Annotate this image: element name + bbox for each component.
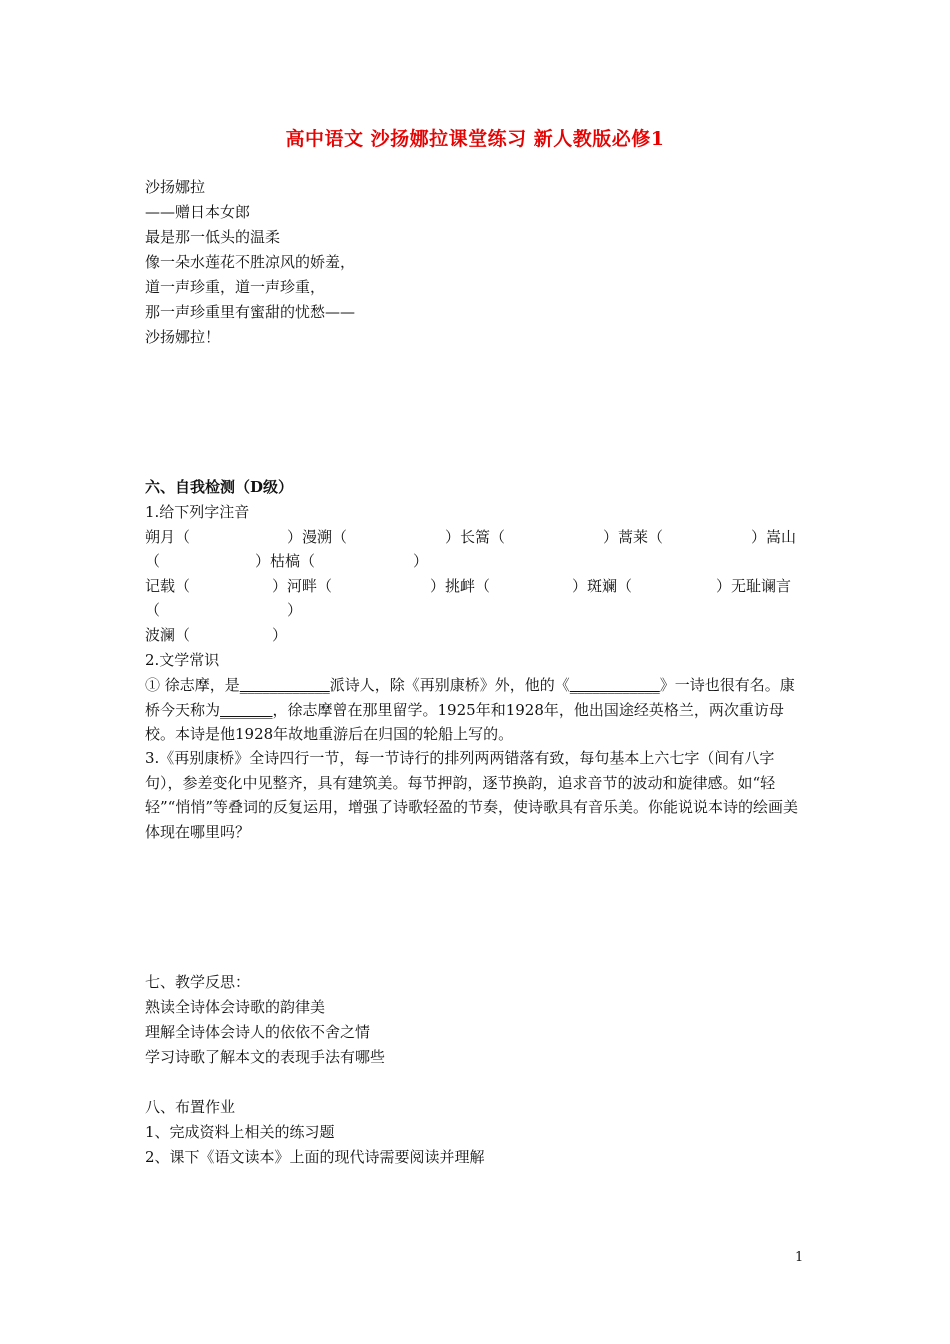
reflection-line: 熟读全诗体会诗歌的韵律美	[145, 998, 326, 1016]
q2-text-part: ，徐志摩曾在那里留学。1925年和1928年，他出国途经英格兰，两次重访母校。本诗是他1928年故地重游后在归国的轮船上写的。	[145, 700, 784, 743]
pinyin-item: ）斑斓（	[572, 577, 633, 595]
document-title: 高中语文 沙扬娜拉课堂练习 新人教版必修1	[285, 128, 665, 150]
pinyin-item: 记载（	[145, 577, 191, 595]
section-7-heading: 七、教学反思：	[145, 973, 251, 991]
pinyin-item: ）蒿莱（	[603, 528, 664, 546]
section-6-heading: 六、自我检测（D级）	[145, 478, 294, 496]
pinyin-item: ）无耻谰言	[716, 577, 792, 595]
pinyin-item: ）	[272, 626, 288, 644]
pinyin-item: ）	[287, 601, 303, 619]
fill-blank-2[interactable]: ____________	[569, 676, 660, 694]
q2-text-part: 》一诗也很有名。康桥今天称为	[145, 676, 795, 719]
section-8-heading: 八、布置作业	[145, 1098, 236, 1116]
fill-blank-3[interactable]: _______	[220, 700, 273, 719]
pinyin-item: （	[145, 552, 161, 570]
poem-title: 沙扬娜拉	[145, 178, 206, 196]
pinyin-item: ）漫溯（	[287, 528, 348, 546]
pinyin-item: ）枯槁（	[255, 552, 316, 570]
question-2-text	[145, 673, 807, 747]
poem-subtitle: ——赠日本女郎	[145, 203, 251, 221]
reflection-line: 理解全诗体会诗人的依依不舍之情	[145, 1023, 371, 1041]
pinyin-item: （	[145, 601, 161, 619]
pinyin-item: ）河畔（	[272, 577, 333, 595]
fill-blank-1[interactable]: ____________	[239, 676, 330, 694]
q2-text-part: 派诗人，除《再别康桥》外，他的《	[329, 676, 570, 694]
pinyin-row-4	[145, 600, 807, 622]
homework-line: 1、完成资料上相关的练习题	[145, 1123, 335, 1141]
question-3-text: 3.《再别康桥》全诗四行一节，每一节诗行的排列两两错落有致，每句基本上六七字（间有八字句），参差变化中见整齐，具有建筑美。每节押韵，逐节换韵，追求音节的波动和旋律感。如“轻轻”“悄悄”等叠词的反复运用，增强了诗歌轻盈的节奏，使诗歌具有音乐美。你能说说本诗的绘画美体现在哪里吗？	[145, 749, 799, 841]
page-number: 1	[795, 1250, 804, 1265]
poem-line: 道一声珍重，道一声珍重，	[145, 278, 326, 296]
pinyin-row-3	[145, 576, 807, 598]
homework-line: 2、课下《语文读本》上面的现代诗需要阅读并理解	[145, 1148, 485, 1166]
pinyin-item: 朔月（	[145, 528, 191, 546]
question-2-label: 2.文学常识	[145, 651, 220, 669]
pinyin-item: 波澜（	[145, 626, 191, 644]
pinyin-row-2	[145, 551, 807, 573]
q2-text-part: ① 徐志摩，是	[145, 676, 240, 694]
poem-line: 沙扬娜拉！	[145, 328, 221, 346]
poem-line: 像一朵水莲花不胜凉风的娇羞，	[145, 253, 356, 271]
pinyin-item: ）嵩山	[751, 528, 797, 546]
poem-line: 最是那一低头的温柔	[145, 228, 281, 246]
pinyin-item: ）	[413, 552, 429, 570]
pinyin-item: ）挑衅（	[430, 577, 491, 595]
pinyin-row-1	[145, 527, 807, 549]
pinyin-item: ）长篙（	[445, 528, 506, 546]
question-1-label: 1.给下列字注音	[145, 503, 250, 521]
poem-line: 那一声珍重里有蜜甜的忧愁——	[145, 303, 356, 321]
pinyin-row-5	[145, 625, 807, 647]
reflection-line: 学习诗歌了解本文的表现手法有哪些	[145, 1048, 386, 1066]
